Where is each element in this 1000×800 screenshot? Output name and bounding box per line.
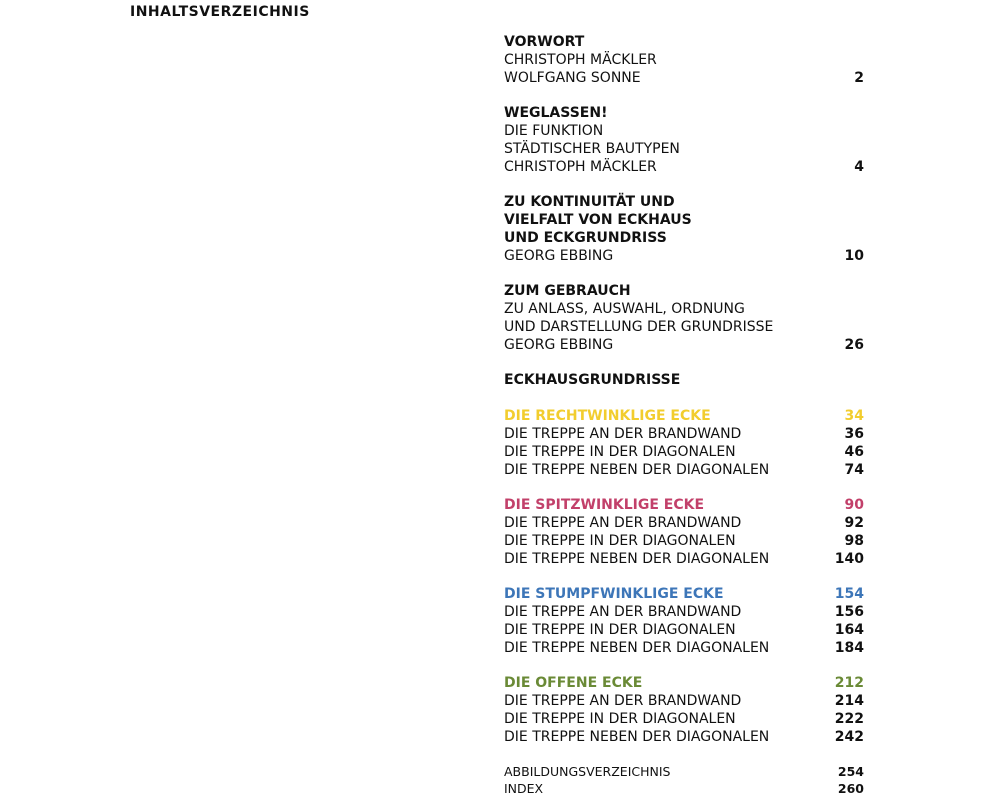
item-label: DIE TREPPE AN DER BRANDWAND (504, 693, 742, 709)
corner-sections (504, 407, 864, 746)
page-number: 10 (844, 248, 864, 264)
toc-item[interactable] (504, 621, 864, 639)
toc-entry-abbildungsverzeichnis[interactable] (504, 763, 864, 780)
entry-author: CHRISTOPH MÄCKLER (504, 159, 657, 175)
page-number: 184 (834, 640, 864, 656)
entry-author: GEORG EBBING (504, 337, 614, 353)
item-label: DIE TREPPE IN DER DIAGONALEN (504, 622, 736, 638)
page-number: 154 (834, 586, 864, 602)
page-number: 212 (834, 675, 864, 691)
item-label: DIE TREPPE IN DER DIAGONALEN (504, 444, 736, 460)
page-number: 260 (837, 781, 864, 796)
item-label: DIE TREPPE IN DER DIAGONALEN (504, 711, 736, 727)
page-number: 98 (844, 533, 864, 549)
entry-title: ZU KONTINUITÄT UND (504, 194, 675, 210)
entry-author: GEORG EBBING (504, 248, 614, 264)
section-title-row[interactable] (504, 585, 864, 603)
toc-appendix (504, 763, 864, 797)
page-number: 2 (854, 70, 864, 86)
entry-author: WOLFGANG SONNE (504, 70, 641, 86)
entry-author: CHRISTOPH MÄCKLER (504, 52, 657, 68)
toc-section-eckhausgrundrisse (504, 371, 864, 389)
toc-item[interactable] (504, 514, 864, 532)
toc-item[interactable] (504, 603, 864, 621)
entry-title: WEGLASSEN! (504, 105, 608, 121)
item-label: DIE TREPPE NEBEN DER DIAGONALEN (504, 640, 770, 656)
page-title: INHALTSVERZEICHNIS (130, 4, 310, 20)
entry-title: VORWORT (504, 34, 585, 50)
toc-item[interactable] (504, 728, 864, 746)
toc-entry-index[interactable] (504, 780, 864, 797)
toc-section-offene-ecke (504, 674, 864, 746)
page-number: 46 (844, 444, 864, 460)
toc-item[interactable] (504, 532, 864, 550)
page-number: 36 (844, 426, 864, 442)
section-title: DIE RECHTWINKLIGE ECKE (504, 408, 711, 424)
page-number: 222 (834, 711, 864, 727)
entry-subtitle: STÄDTISCHER BAUTYPEN (504, 141, 680, 157)
page-number: 90 (844, 497, 864, 513)
toc-item[interactable] (504, 425, 864, 443)
page-number: 4 (854, 159, 864, 175)
section-heading: ECKHAUSGRUNDRISSE (504, 372, 681, 388)
entry-title: ABBILDUNGSVERZEICHNIS (504, 764, 671, 779)
entry-title: ZUM GEBRAUCH (504, 283, 631, 299)
entry-title: VIELFALT VON ECKHAUS (504, 212, 692, 228)
item-label: DIE TREPPE NEBEN DER DIAGONALEN (504, 462, 770, 478)
entry-subtitle: UND DARSTELLUNG DER GRUNDRISSE (504, 319, 774, 335)
section-title-row[interactable] (504, 496, 864, 514)
toc-section-spitzwinklige-ecke (504, 496, 864, 568)
toc-item[interactable] (504, 692, 864, 710)
page-number: 34 (844, 408, 864, 424)
toc-section-rechtwinklige-ecke (504, 407, 864, 479)
page-number: 26 (844, 337, 864, 353)
page-number: 140 (834, 551, 864, 567)
toc-entry-gebrauch[interactable] (504, 282, 864, 354)
entry-title: UND ECKGRUNDRISS (504, 230, 667, 246)
page-number: 74 (844, 462, 864, 478)
page-number: 214 (834, 693, 864, 709)
toc-item[interactable] (504, 710, 864, 728)
toc-entry-vorwort[interactable] (504, 33, 864, 87)
page-number: 92 (844, 515, 864, 531)
item-label: DIE TREPPE NEBEN DER DIAGONALEN (504, 729, 770, 745)
page-number: 242 (834, 729, 864, 745)
item-label: DIE TREPPE AN DER BRANDWAND (504, 604, 742, 620)
section-title-row[interactable] (504, 674, 864, 692)
toc-section-stumpfwinklige-ecke (504, 585, 864, 657)
section-title: DIE OFFENE ECKE (504, 675, 643, 691)
section-title: DIE STUMPFWINKLIGE ECKE (504, 586, 724, 602)
toc-entry-weglassen[interactable] (504, 104, 864, 176)
table-of-contents (504, 33, 864, 797)
toc-item[interactable] (504, 550, 864, 568)
item-label: DIE TREPPE AN DER BRANDWAND (504, 515, 742, 531)
item-label: DIE TREPPE IN DER DIAGONALEN (504, 533, 736, 549)
section-title-row[interactable] (504, 407, 864, 425)
item-label: DIE TREPPE AN DER BRANDWAND (504, 426, 742, 442)
toc-item[interactable] (504, 461, 864, 479)
entry-subtitle: DIE FUNKTION (504, 123, 604, 139)
entry-subtitle: ZU ANLASS, AUSWAHL, ORDNUNG (504, 301, 745, 317)
toc-item[interactable] (504, 639, 864, 657)
toc-entry-kontinuitaet[interactable] (504, 193, 864, 265)
page-number: 254 (837, 764, 864, 779)
page-number: 164 (834, 622, 864, 638)
toc-item[interactable] (504, 443, 864, 461)
page-number: 156 (834, 604, 864, 620)
item-label: DIE TREPPE NEBEN DER DIAGONALEN (504, 551, 770, 567)
section-title: DIE SPITZWINKLIGE ECKE (504, 497, 705, 513)
entry-title: INDEX (504, 781, 544, 796)
